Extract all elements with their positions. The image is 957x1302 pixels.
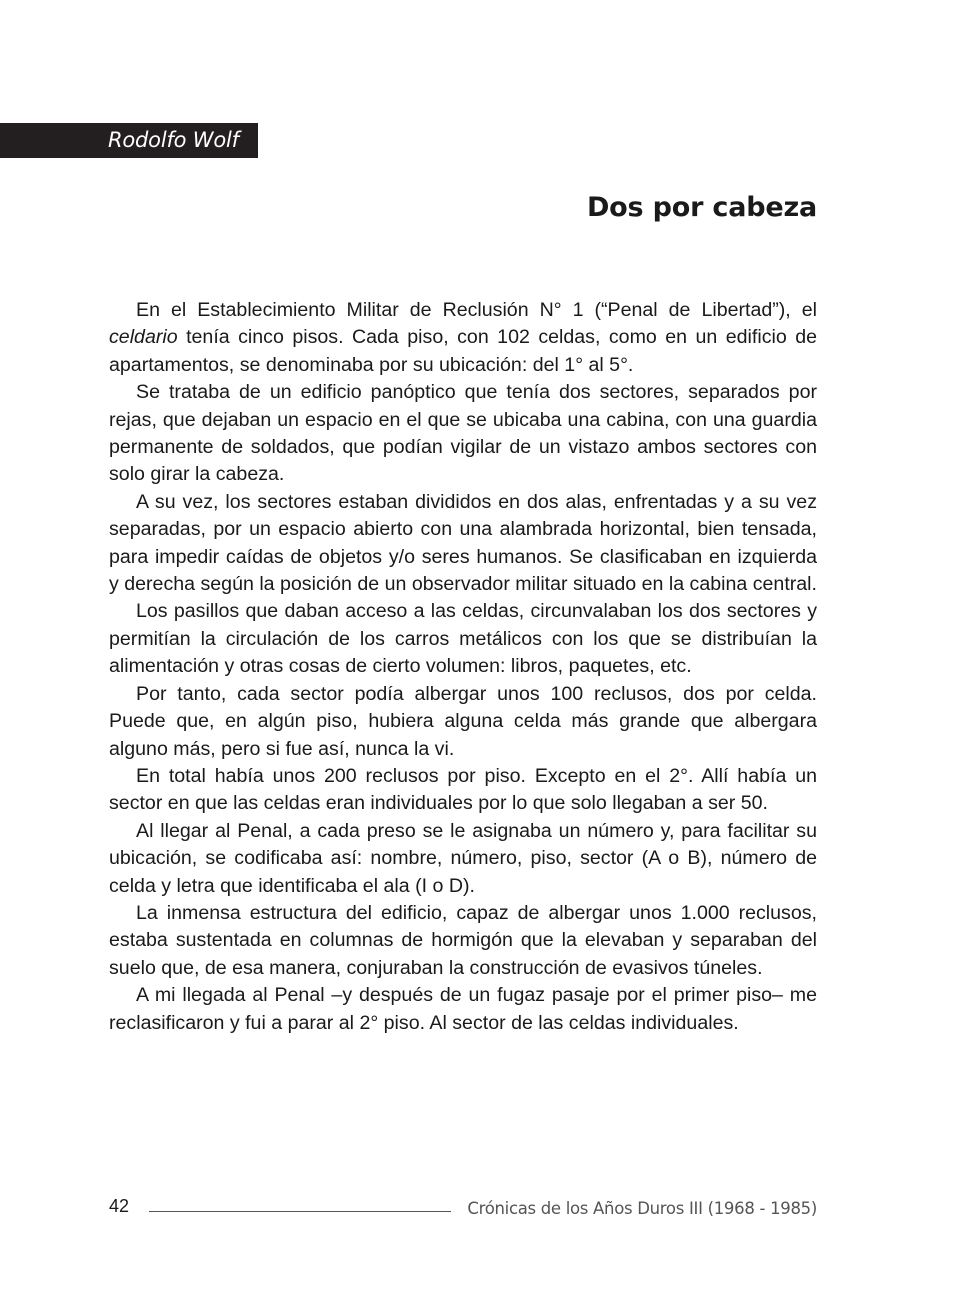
paragraph-8: La inmensa estructura del edificio, capaz de albergar unos 1.000 reclusos, estaba sustentada en columnas de hormigón que la elevaban y separaban del suelo que, de esa manera, conjuraban la construcción de evasivos túneles. [109, 901, 817, 979]
paragraph-1-start: En el Establecimiento Militar de Reclusión N° 1 (“Penal de Libertad”), el [136, 299, 817, 321]
page-number: 42 [109, 1196, 130, 1216]
paragraph-3: A su vez, los sectores estaban divididos en dos alas, enfrentadas y a su vez separadas, por un espacio abierto con una alambrada horizontal, bien tensada, para impedir caídas de objetos y/o seres humanos. Se clasificaban en izquierda y derecha según la posición de un observador militar situado en la cabina central. [109, 490, 817, 596]
paragraph-1-emphasis: celdario [109, 326, 178, 349]
article-body [109, 297, 817, 1037]
paragraph-7: Al llegar al Penal, a cada preso se le asignaba un número y, para facilitar su ubicación, se codificaba así: nombre, número, piso, sector (A o B), número de celda y letra que identificaba el ala (I o D). [109, 819, 817, 897]
author-tab [0, 123, 258, 158]
paragraph-4: Los pasillos que daban acceso a las celdas, circunvalaban los dos sectores y permitían la circulación de los carros metálicos con los que se distribuían la alimentación y otras cosas de cierto volumen: libros, paquetes, etc. [109, 600, 817, 678]
paragraph-1-end: tenía cinco pisos. Cada piso, con 102 celdas, como en un edificio de apartamentos, se denominaba por su ubicación: del 1° al 5°. [109, 326, 817, 376]
chapter-title: Dos por cabeza [586, 192, 817, 223]
footer-divider [149, 1211, 451, 1212]
paragraph-6: En total había unos 200 reclusos por piso. Excepto en el 2°. Allí había un sector en que las celdas eran individuales por lo que solo llegaban a ser 50. [109, 764, 817, 815]
page-footer [109, 1196, 817, 1224]
paragraph-2: Se trataba de un edificio panóptico que tenía dos sectores, separados por rejas, que dejaban un espacio en el que se ubicaba una cabina, con una guardia permanente de soldados, que podían vigilar de un vistazo ambos sectores con solo girar la cabeza. [109, 381, 817, 486]
paragraph-9: A mi llegada al Penal –y después de un fugaz pasaje por el primer piso– me reclasificaron y fui a parar al 2° piso. Al sector de las celdas individuales. [109, 984, 817, 1034]
paragraph-5: Por tanto, cada sector podía albergar unos 100 reclusos, dos por celda. Puede que, en algún piso, hubiera alguna celda más grande que albergara alguno más, pero si fue así, nunca la vi. [109, 682, 817, 760]
paragraph-1 [109, 297, 817, 379]
running-title: Crónicas de los Años Duros III (1968 - 1985) [467, 1199, 817, 1218]
author-name: Rodolfo Wolf [108, 128, 239, 152]
